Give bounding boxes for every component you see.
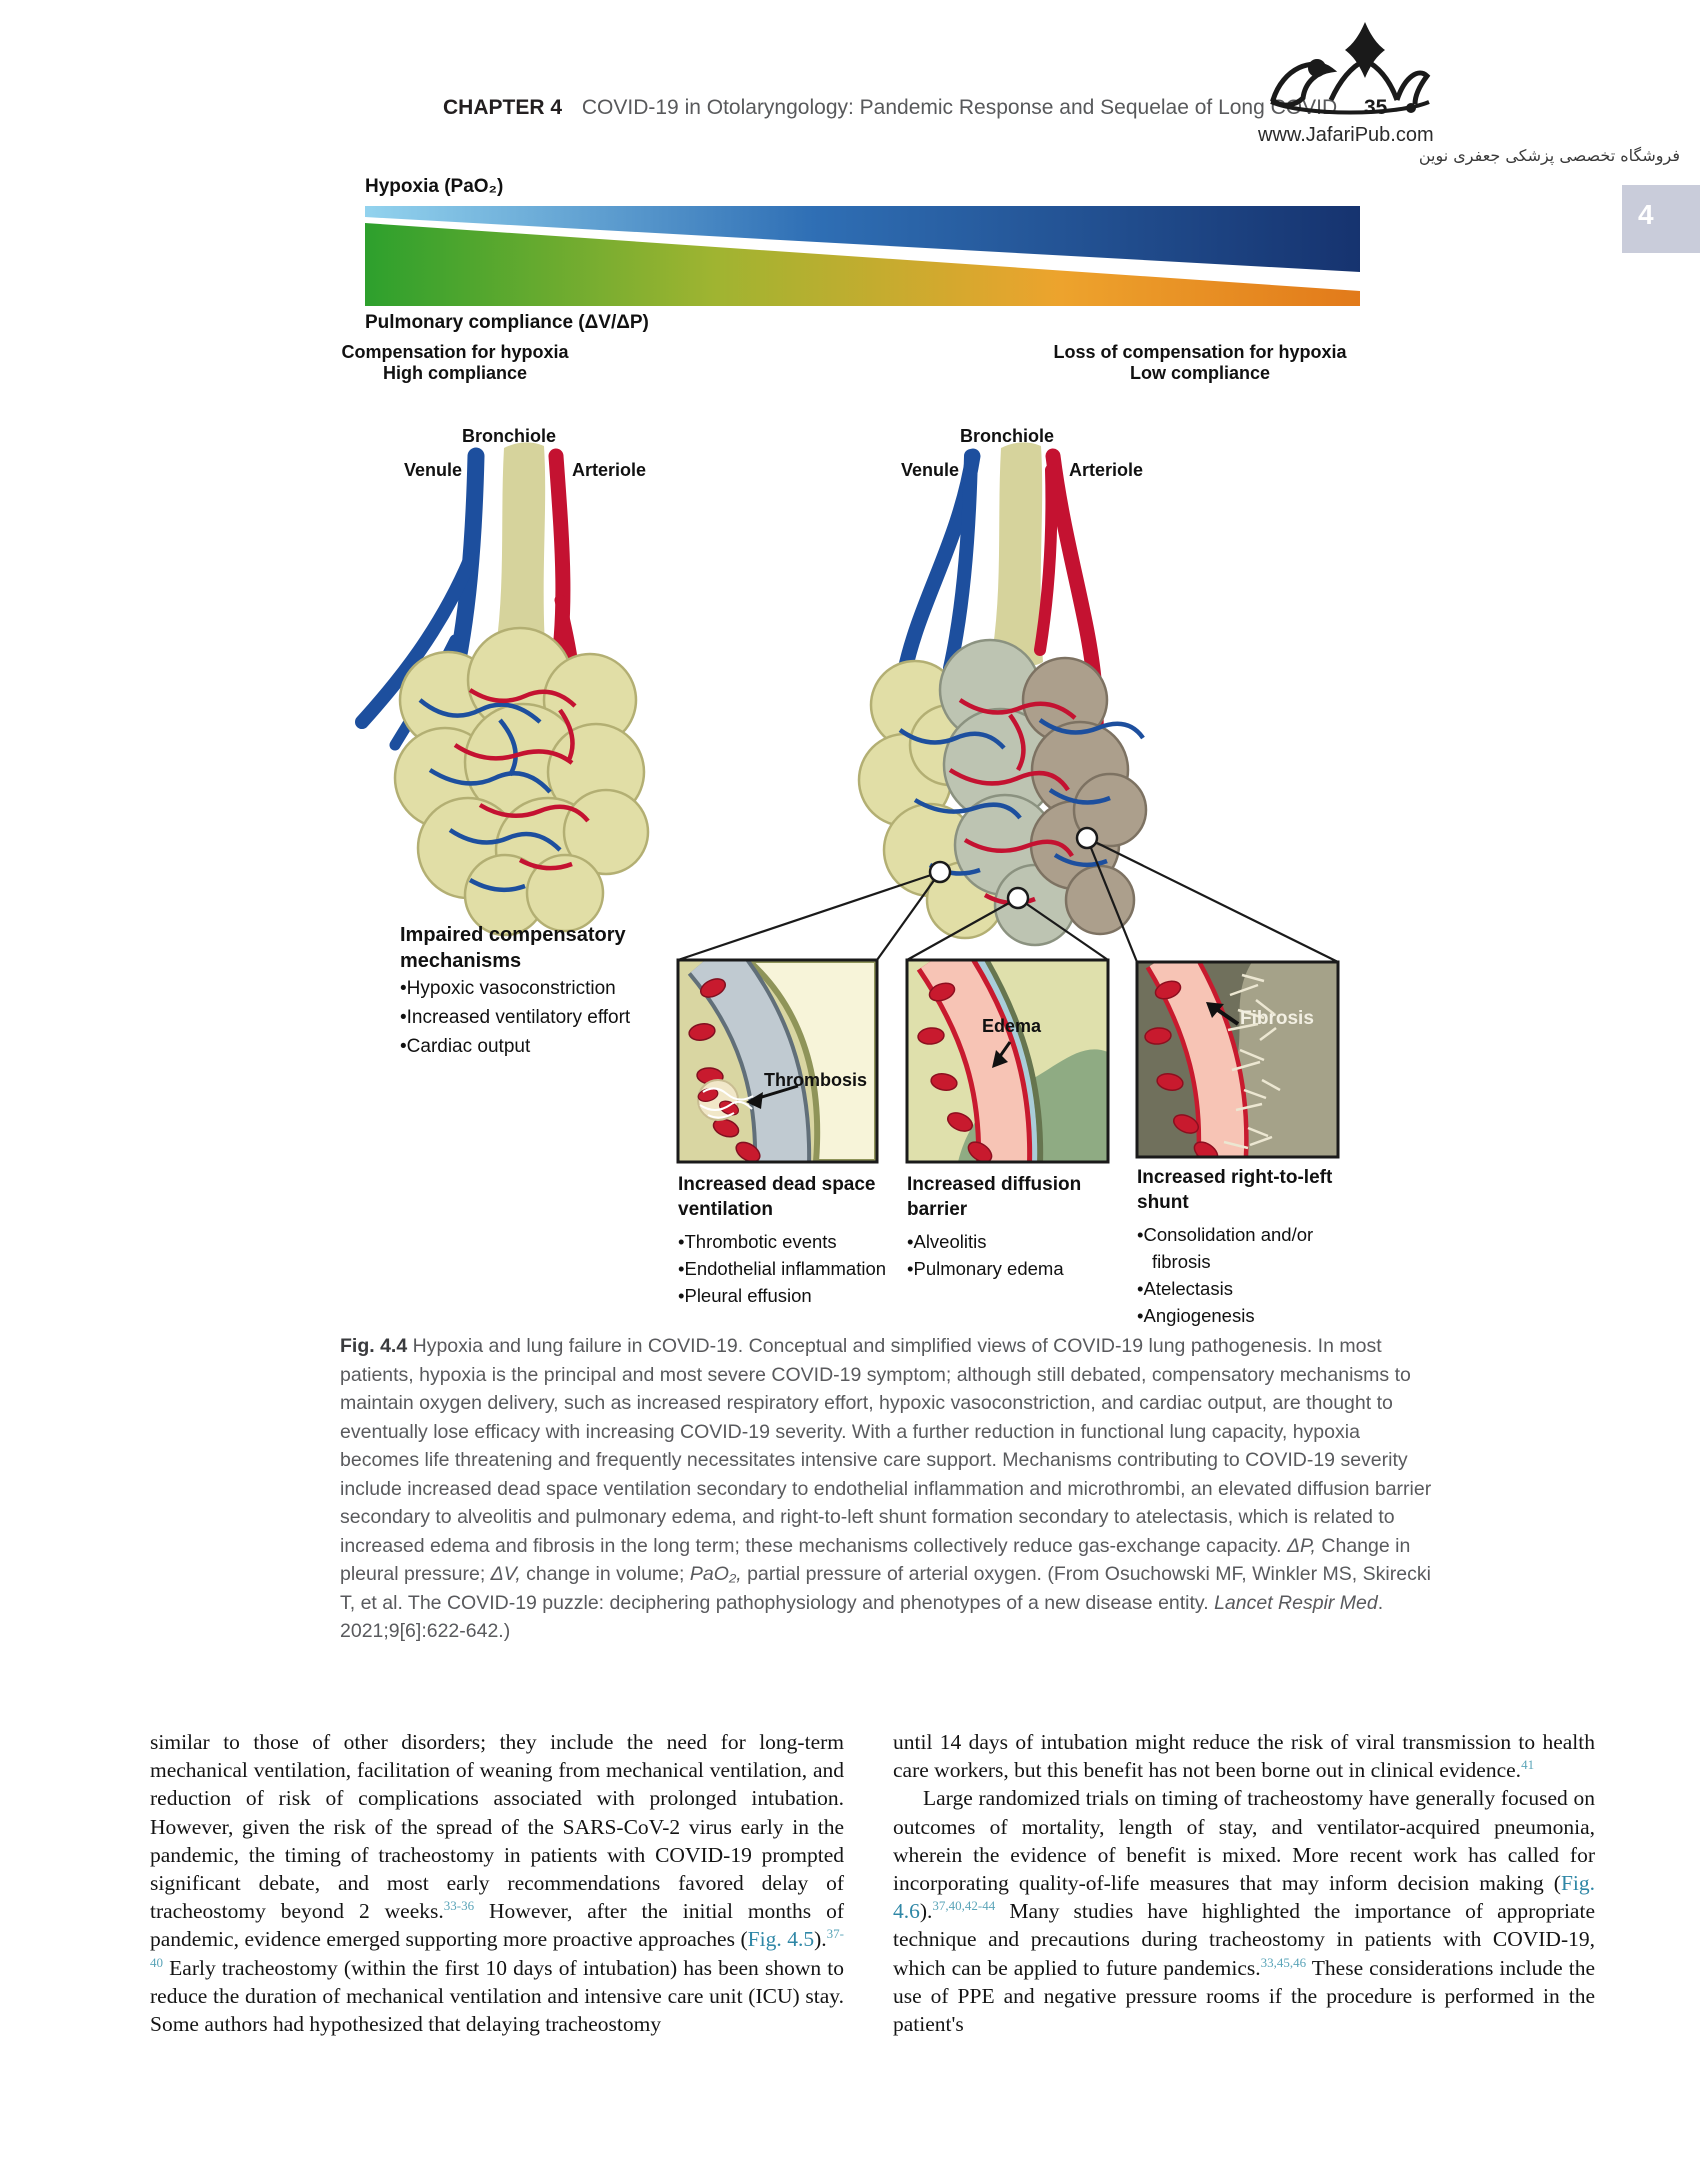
bronchiole-label-right: Bronchiole: [960, 426, 1055, 446]
panel-edema: [907, 955, 1108, 1166]
caption-figure-label: Fig. 4.4: [340, 1335, 408, 1357]
arteriole-label-right: Arteriole: [1069, 460, 1144, 480]
edema-annotation: Edema: [982, 1016, 1042, 1036]
reference-superscript: 41: [1521, 1757, 1535, 1773]
figure-bullet-item: • Pulmonary edema: [907, 1255, 1122, 1282]
lung-unit-normal: [362, 442, 648, 935]
publisher-url: www.JafariPub.com: [1258, 124, 1434, 146]
panel-block-shunt: [1137, 1165, 1352, 1329]
figure-caption: Fig. 4.4 Hypoxia and lung failure in COVID-19. Conceptual and simplified views of COVID-19 lung pathogenesis. In most patients, hypoxia is the principal and most severe COVID-19 symptom; although still debated, compensatory mechanisms to maintain oxygen delivery, such as increased respiratory effort, hypoxic vasoconstriction, and cardiac output, are thought to eventually lose efficacy with increasing COVID-19 severity. With a further reduction in functional lung capacity, hypoxia becomes life threatening and frequently necessitates intensive care support. Mechanisms contributing to COVID-19 severity include increased dead space ventilation secondary to endothelial inflammation and microthrombi, an elevated diffusion barrier secondary to alveolitis and pulmonary edema, and right-to-left shunt formation secondary to atelectasis, which is related to increased edema and fibrosis in the long term; these mechanisms collectively reduce gas-exchange capacity. ΔP, Change in pleural pressure; ΔV, change in volume; PaO₂, partial pressure of arterial oxygen. (From Osuchowski MF, Winkler MS, Skirecki T, et al. The COVID-19 puzzle: deciphering pathophysiology and phenotypes of a new disease entity. Lancet Respir Med. 2021;9[6]:622-642.): [340, 1335, 1432, 1642]
italic-term: Lancet Respir Med: [1214, 1591, 1378, 1614]
impaired-mechanisms-block: [400, 922, 675, 1061]
reference-superscript: 37-40: [150, 1926, 844, 1970]
chapter-label: CHAPTER 4: [443, 96, 563, 119]
italic-term: ΔP,: [1286, 1534, 1316, 1557]
panel-fibrosis: [1137, 955, 1338, 1166]
body-paragraph: Large randomized trials on timing of tracheostomy have generally focused on outcomes of mortality, length of stay, and ventilator-acquired pneumonia, wherein the evidence of benefit is mixed. More recent work has called for incorporating quality-of-life measures that may inform decision making (Fig. 4.6).$^{37,40,42-44}$ Many studies have highlighted the importance of appropriate technique and precautions during tracheostomy in patients with COVID-19, which can be applied to future pandemics.$^{33,45,46}$ These considerations include the use of PPE and negative pressure rooms if the procedure is performed in the patient's: [893, 1786, 1595, 2037]
figure-cross-reference: Fig. 4.6: [893, 1871, 1595, 1924]
compensation-line2: High compliance: [382, 363, 528, 383]
figure-bullet-item: • Consolidation and/or fibrosis: [1137, 1221, 1352, 1275]
body-column-right: [893, 1728, 1595, 2038]
thrombosis-annotation: Thrombosis: [764, 1070, 868, 1090]
body-paragraph: until 14 days of intubation might reduce the risk of viral transmission to health care workers, but this benefit has not been borne out in clinical evidence.$^{41}$: [893, 1730, 1595, 1783]
figure-bullet-item: • Thrombotic events: [678, 1228, 893, 1255]
panel-bullet-list: [678, 1228, 893, 1309]
reference-superscript: 33-36: [443, 1898, 475, 1914]
panel-title: Increased dead space ventilation: [678, 1174, 876, 1220]
hypoxia-axis-label: Hypoxia (PaO₂): [365, 176, 504, 197]
reference-superscript: 37,40,42-44: [932, 1898, 996, 1914]
publisher-tagline-fa: فروشگاه تخصصی پزشکی جعفری نوین: [1418, 146, 1680, 165]
bronchiole-label-left: Bronchiole: [462, 426, 557, 446]
page-number: 35: [1364, 96, 1388, 119]
loss-compensation-line2: Low compliance: [1129, 363, 1271, 383]
figure-bullet-item: • Atelectasis: [1137, 1275, 1352, 1302]
body-column-left: [150, 1728, 844, 2038]
figure-bullet-item: • Endothelial inflammation: [678, 1255, 893, 1282]
panel-block-dead-space: [678, 1172, 893, 1309]
panel-title: Increased right-to-left shunt: [1137, 1167, 1333, 1213]
figure-bullet-item: • Alveolitis: [907, 1228, 1122, 1255]
chapter-title: COVID-19 in Otolaryngology: Pandemic Response and Sequelae of Long COVID: [581, 96, 1338, 119]
compliance-axis-label: Pulmonary compliance (ΔV/ΔP): [365, 312, 649, 333]
italic-term: ΔV,: [490, 1563, 521, 1585]
venule-label-left: Venule: [404, 460, 463, 480]
impaired-heading: Impaired compensatory mechanisms: [400, 924, 626, 972]
panel-bullet-list: [907, 1228, 1122, 1282]
compensation-label: [335, 342, 575, 384]
impaired-bullet-list: [400, 974, 675, 1061]
panel-bullet-list: [1137, 1221, 1352, 1329]
panel-title: Increased diffusion barrier: [907, 1174, 1082, 1220]
panel-block-diffusion: [907, 1172, 1122, 1282]
figure-bullet-item: • Pleural effusion: [678, 1282, 893, 1309]
figure-cross-reference: Fig. 4.5: [747, 1927, 815, 1952]
loss-compensation-label: [1035, 342, 1365, 384]
venule-label-right: Venule: [901, 460, 960, 480]
compensation-line1: Compensation for hypoxia: [341, 342, 569, 362]
figure-bullet-item: • Angiogenesis: [1137, 1302, 1352, 1329]
figure-bullet-item: • Increased ventilatory effort: [400, 1003, 675, 1032]
chapter-side-tab-label: 4: [1638, 199, 1654, 230]
body-paragraph: similar to those of other disorders; they include the need for long-term mechanical ventilation, facilitation of weaning from mechanical ventilation, and reduction of risk of complications associated with prolonged intubation. However, given the risk of the spread of the SARS-CoV-2 virus early in the pandemic, the timing of tracheostomy in patients with COVID-19 prompted significant debate, and most early recommendations favored delay of tracheostomy beyond 2 weeks.$^{33-36}$ However, after the initial months of pandemic, evidence emerged supporting more proactive approaches (Fig. 4.5).$^{37-40}$ Early tracheostomy (within the first 10 days of intubation) has been shown to reduce the duration of mechanical ventilation and intensive care unit (ICU) stay. Some authors had hypothesized that delaying tracheostomy: [150, 1730, 844, 2037]
fibrosis-annotation: Fibrosis: [1240, 1008, 1314, 1029]
reference-superscript: 33,45,46: [1260, 1954, 1307, 1970]
arteriole-label-left: Arteriole: [572, 460, 647, 480]
italic-term: PaO₂,: [689, 1563, 742, 1585]
figure-bullet-item: • Hypoxic vasoconstriction: [400, 974, 675, 1003]
lung-unit-diseased: [859, 442, 1146, 945]
loss-compensation-line1: Loss of compensation for hypoxia: [1053, 342, 1347, 362]
panel-thrombosis: [678, 956, 877, 1166]
figure-bullet-item: • Cardiac output: [400, 1032, 675, 1061]
